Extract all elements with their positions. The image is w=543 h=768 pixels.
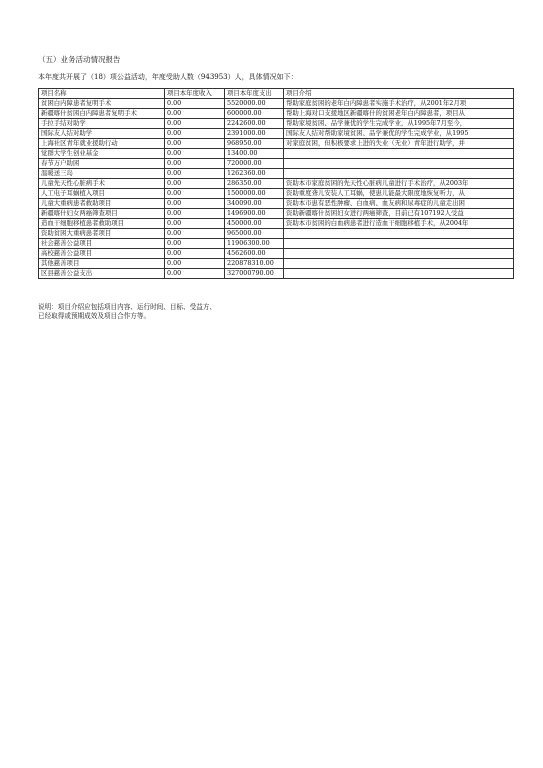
table-row	[39, 129, 514, 139]
project-name-cell: 觉群大学生创业基金	[39, 149, 165, 159]
income-cell: 0.00	[165, 179, 225, 189]
expense-cell: 11906300.00	[225, 239, 284, 249]
income-cell: 0.00	[165, 249, 225, 259]
income-cell: 0.00	[165, 209, 225, 219]
expense-cell: 327000790.00	[225, 269, 284, 279]
intro-cell: 资助重度聋儿安装人工耳蜗，使患儿能最大限度地恢复听力，从	[284, 189, 514, 199]
table-row	[39, 109, 514, 119]
column-header-intro: 项目介绍	[284, 89, 514, 99]
income-cell: 0.00	[165, 99, 225, 109]
expense-cell: 600000.00	[225, 109, 284, 119]
income-cell: 0.00	[165, 119, 225, 129]
expense-cell: 450000.00	[225, 219, 284, 229]
project-name-cell: 高校慈善公益项目	[39, 249, 165, 259]
income-cell: 0.00	[165, 239, 225, 249]
intro-cell: 帮助家境贫困、品学兼优的学生完成学业，从1995年7月至今，	[284, 119, 514, 129]
project-name-cell: 儿童大重病患者救助项目	[39, 199, 165, 209]
expense-cell: 1496900.00	[225, 209, 284, 219]
table-row	[39, 229, 514, 239]
table-row	[39, 199, 514, 209]
project-name-cell: 造血干细胞移植患者救助项目	[39, 219, 165, 229]
income-cell: 0.00	[165, 109, 225, 119]
income-cell: 0.00	[165, 129, 225, 139]
project-name-cell: 贫困白内障患者复明手术	[39, 99, 165, 109]
income-cell: 0.00	[165, 159, 225, 169]
activity-summary: 本年度共开展了（18）项公益活动，年度受助人数（943953）人，具体情况如下：	[38, 73, 298, 81]
table-row	[39, 159, 514, 169]
table-row	[39, 189, 514, 199]
project-name-cell: 手拉手结对助学	[39, 119, 165, 129]
table-row	[39, 99, 514, 109]
intro-cell	[284, 249, 514, 259]
income-cell: 0.00	[165, 219, 225, 229]
income-cell: 0.00	[165, 199, 225, 209]
project-name-cell: 其他慈善项目	[39, 259, 165, 269]
project-name-cell: 社会慈善公益项目	[39, 239, 165, 249]
intro-cell: 资助本市患有恶性肿瘤、白血病、血友病和尿毒症的儿童走出困	[284, 199, 514, 209]
income-cell: 0.00	[165, 139, 225, 149]
expense-cell: 340090.00	[225, 199, 284, 209]
income-cell: 0.00	[165, 259, 225, 269]
expense-cell: 965000.00	[225, 229, 284, 239]
income-cell: 0.00	[165, 149, 225, 159]
table-row	[39, 139, 514, 149]
table-row	[39, 219, 514, 229]
project-name-cell: 区县慈善公益支出	[39, 269, 165, 279]
project-name-cell: 春节万户助困	[39, 159, 165, 169]
income-cell: 0.00	[165, 269, 225, 279]
income-cell: 0.00	[165, 189, 225, 199]
column-header-name: 项目名称	[39, 89, 165, 99]
table-row	[39, 259, 514, 269]
intro-cell: 资助本市家庭贫困的先天性心脏病儿童进行手术治疗，从2003年	[284, 179, 514, 189]
intro-cell	[284, 269, 514, 279]
expense-cell: 2391000.00	[225, 129, 284, 139]
intro-cell	[284, 159, 514, 169]
column-header-income: 项目本年度收入	[165, 89, 225, 99]
intro-cell	[284, 149, 514, 159]
expense-cell: 720000.00	[225, 159, 284, 169]
income-cell: 0.00	[165, 229, 225, 239]
income-cell: 0.00	[165, 169, 225, 179]
table-notes	[38, 303, 216, 321]
table-row	[39, 249, 514, 259]
note-line: 已经取得或预期成效及项目合作方等。	[38, 312, 151, 320]
project-name-cell: 人工电子耳蜗植入项目	[39, 189, 165, 199]
intro-cell: 帮助家庭贫困的老年白内障患者实施手术治疗，从2001年2月项	[284, 99, 514, 109]
table-row	[39, 169, 514, 179]
project-table	[38, 88, 514, 279]
intro-cell: 资助本市贫困的白血病患者进行造血干细胞移植手术，从2004年	[284, 219, 514, 229]
project-name-cell: 新疆喀什贫困白内障患者复明手术	[39, 109, 165, 119]
intro-cell: 国际友人结对帮助家境贫困、品学兼优的学生完成学业，从1995	[284, 129, 514, 139]
project-table-body	[39, 89, 514, 279]
project-name-cell: 温暖送三岛	[39, 169, 165, 179]
project-name-cell: 国际友人结对助学	[39, 129, 165, 139]
table-row	[39, 149, 514, 159]
table-row	[39, 269, 514, 279]
project-name-cell: 新疆喀什妇女两癌筛查项目	[39, 209, 165, 219]
table-header-row	[39, 89, 514, 99]
expense-cell: 1500000.00	[225, 189, 284, 199]
expense-cell: 5520000.00	[225, 99, 284, 109]
intro-cell	[284, 239, 514, 249]
intro-cell	[284, 259, 514, 269]
intro-cell: 资助新疆喀什贫困妇女进行两癌筛查，目前已有107192人受益	[284, 209, 514, 219]
expense-cell: 968950.00	[225, 139, 284, 149]
expense-cell: 4562600.00	[225, 249, 284, 259]
section-heading: （五）业务活动情况报告	[38, 55, 121, 64]
table-row	[39, 239, 514, 249]
expense-cell: 220878310.00	[225, 259, 284, 269]
expense-cell: 1262360.00	[225, 169, 284, 179]
intro-cell: 帮助上海对口支援地区新疆喀什的贫困老年白内障患者，项目从	[284, 109, 514, 119]
table-row	[39, 179, 514, 189]
table-row	[39, 119, 514, 129]
expense-cell: 286350.00	[225, 179, 284, 189]
project-name-cell: 资助贫困大重病患者项目	[39, 229, 165, 239]
column-header-expense: 项目本年度支出	[225, 89, 284, 99]
expense-cell: 13400.00	[225, 149, 284, 159]
project-name-cell: 上海社区青年就业援助行动	[39, 139, 165, 149]
note-line: 说明：项目介绍应包括项目内容、运行时间、目标、受益方、	[38, 303, 217, 311]
intro-cell: 对家庭贫困，但积极要求上进的失业（无业）青年进行助学，并	[284, 139, 514, 149]
table-row	[39, 209, 514, 219]
intro-cell	[284, 169, 514, 179]
project-name-cell: 儿童先天性心脏病手术	[39, 179, 165, 189]
expense-cell: 2242600.00	[225, 119, 284, 129]
intro-cell	[284, 229, 514, 239]
